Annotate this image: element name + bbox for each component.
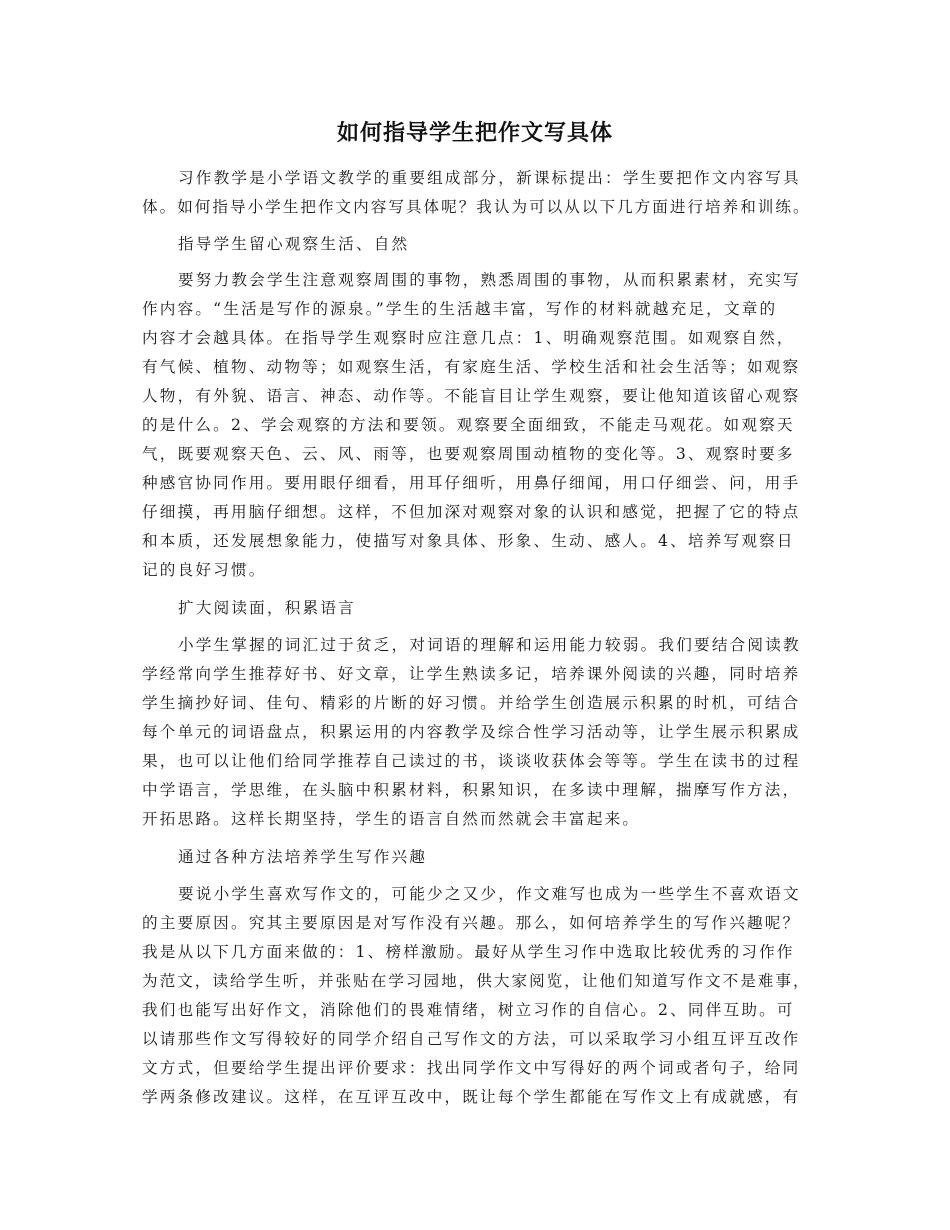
paragraph-line: 以请那些作文写得较好的同学介绍自己写作文的方法，可以采取学习小组互评互改作 <box>142 1030 801 1048</box>
section-heading: 通过各种方法培养学生写作兴趣 <box>178 848 428 866</box>
paragraph-line: 学经常向学生推荐好书、好文章，让学生熟读多记，培养课外阅读的兴趣，同时培养 <box>142 665 801 683</box>
paragraph-line: 人物，有外貌、语言、神态、动作等。不能盲目让学生观察，要让他知道该留心观察 <box>142 387 801 405</box>
section-heading: 扩大阅读面，积累语言 <box>178 599 356 617</box>
paragraph-line: 和本质，还发展想象能力，使描写对象具体、形象、生动、感人。4、培养写观察日 <box>142 532 795 550</box>
paragraph-line: 文方式，但要给学生提出评价要求：找出同学作文中写得好的两个词或者句子，给同 <box>142 1059 801 1077</box>
paragraph-line: 我们也能写出好作文，消除他们的畏难情绪，树立习作的自信心。2、同伴互助。可 <box>142 1001 795 1019</box>
paragraph-line: 仔细摸，再用脑仔细想。这样，不但加深对观察对象的认识和感觉，把握了它的特点 <box>142 503 801 521</box>
paragraph-line: 作内容。“生活是写作的源泉。”学生的生活越丰富，写作的材料就越充足，文章的 <box>142 300 778 318</box>
paragraph-line: 体。如何指导小学生把作文内容写具体呢？我认为可以从以下几方面进行培养和训练。 <box>142 198 811 216</box>
paragraph-line: 每个单元的词语盘点，积累运用的内容教学及综合性学习活动等，让学生展示积累成 <box>142 723 801 741</box>
paragraph-line: 习作教学是小学语文教学的重要组成部分，新课标提出：学生要把作文内容写具 <box>178 169 801 187</box>
paragraph-line: 学两条修改建议。这样，在互评互改中，既让每个学生都能在写作文上有成就感，有 <box>142 1088 801 1106</box>
paragraph-line: 内容才会越具体。在指导学生观察时应注意几点：1、明确观察范围。如观察自然， <box>142 329 795 347</box>
paragraph-line: 为范文，读给学生听，并张贴在学习园地，供大家阅览，让他们知道写作文不是难事， <box>142 972 811 990</box>
paragraph-line: 我是从以下几方面来做的：1、榜样激励。最好从学生习作中选取比较优秀的习作作 <box>142 943 795 961</box>
paragraph-line: 记的良好习惯。 <box>142 561 267 579</box>
paragraph-line: 有气候、植物、动物等；如观察生活，有家庭生活、学校生活和社会生活等；如观察 <box>142 358 801 376</box>
document-title: 如何指导学生把作文写具体 <box>336 121 613 146</box>
paragraph-line: 的主要原因。究其主要原因是对写作没有兴趣。那么，如何培养学生的写作兴趣呢？ <box>142 914 801 932</box>
paragraph-line: 中学语言，学思维，在头脑中积累材料，积累知识，在多读中理解，揣摩写作方法， <box>142 781 801 799</box>
paragraph-line: 要说小学生喜欢写作文的，可能少之又少，作文难写也成为一些学生不喜欢语文 <box>178 885 801 903</box>
paragraph-line: 要努力教会学生注意观察周围的事物，熟悉周围的事物，从而积累素材，充实写 <box>178 271 801 289</box>
paragraph-line: 种感官协同作用。要用眼仔细看，用耳仔细听，用鼻仔细闻，用口仔细尝、问，用手 <box>142 474 801 492</box>
paragraph-line: 的是什么。2、学会观察的方法和要领。观察要全面细致，不能走马观花。如观察天 <box>142 416 795 434</box>
paragraph-line: 气，既要观察天色、云、风、雨等，也要观察周围动植物的变化等。3、观察时要多 <box>142 445 795 463</box>
section-heading: 指导学生留心观察生活、自然 <box>178 235 410 253</box>
paragraph-line: 学生摘抄好词、佳句、精彩的片断的好习惯。并给学生创造展示积累的时机，可结合 <box>142 694 801 712</box>
paragraph-line: 果，也可以让他们给同学推荐自己读过的书，谈谈收获体会等等。学生在读书的过程 <box>142 752 801 770</box>
paragraph-line: 小学生掌握的词汇过于贫乏，对词语的理解和运用能力较弱。我们要结合阅读教 <box>178 636 801 654</box>
paragraph-line: 开拓思路。这样长期坚持，学生的语言自然而然就会丰富起来。 <box>142 810 641 828</box>
